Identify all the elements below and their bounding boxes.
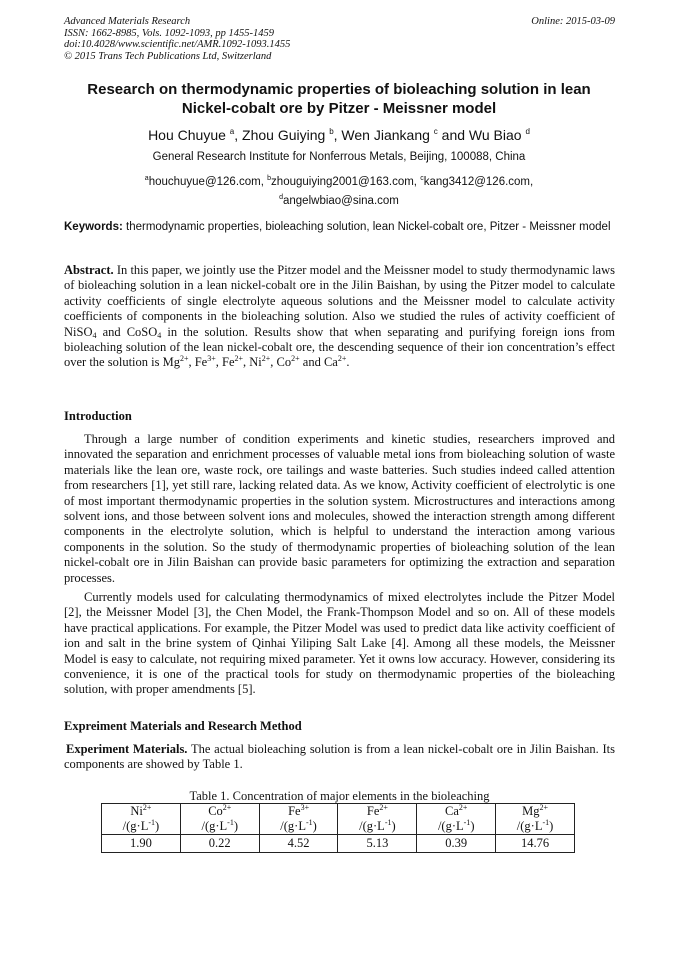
copyright-line: © 2015 Trans Tech Publications Ltd, Switzerland	[64, 50, 272, 62]
email-d[interactable]: angelwbiao@sina.com	[283, 195, 399, 207]
value-ni: 1.90	[102, 835, 181, 853]
value-co: 0.22	[180, 835, 259, 853]
email-a[interactable]: houchuyue@126.com,	[148, 176, 264, 188]
author-separator: ,	[234, 127, 239, 143]
fe-symbol: , Fe	[188, 355, 208, 370]
unit-cell: $/(g\cdot L^{-1})$	[338, 819, 417, 835]
table-1-caption: Table 1. Concentration of major elements in the bioleaching	[189, 789, 490, 803]
introduction-paragraph-1: Through a large number of condition experiments and kinetic studies, researchers improved and innovated the separation and enrichment processes of valuable metal ions from bioleaching solution of waste materials like the lean ore, waste rock, ore tailings and waste batteries. Such studies indeed called attention from researchers [1], yet still rare, lacking related data. As we know, Activity coefficient of electrolytic is one of most important thermodynamic properties in the solution system. Microstructures and interactions among solvent ions, and those between solvent ions and molecules, showed the interaction strength among different components in the electrolyte solution, which is helpful to understand the interaction among various components in the solution. So the study of thermodynamic properties of bioleaching solution of the lean nickel-cobalt ore in Jilin Baishan can provide basic parameters for optimizing the extraction and separation processes.	[64, 432, 615, 585]
col-header-co: $Co^{2+}$	[180, 804, 259, 820]
keywords-label: Keywords:	[64, 221, 123, 233]
author-separator: ,	[333, 127, 338, 143]
issn-line: ISSN: 1662-8985, Vols. 1092-1093, pp 1455-1459	[64, 27, 274, 39]
unit-cell: $/(g\cdot L^{-1})$	[259, 819, 338, 835]
table-value-row	[102, 835, 575, 853]
table-header-row	[102, 804, 575, 820]
fe3-charge: 3+	[207, 354, 216, 364]
author-3-mark: c	[433, 127, 438, 136]
experiment-text: The actual bioleaching solution is from a lean nickel-cobalt ore in Jilin Baishan. Its components are showed by Table 1.	[64, 742, 615, 772]
journal-name: Advanced Materials Research	[64, 16, 191, 27]
author-2-mark: b	[329, 127, 334, 136]
title-line-2: Nickel-cobalt ore by Pitzer - Meissner model	[181, 100, 497, 117]
ca-symbol: and Ca	[302, 355, 338, 370]
value-ca: 0.39	[417, 835, 496, 853]
paper-title	[40, 80, 638, 118]
author-and: and	[441, 127, 466, 143]
online-date: Online: 2015-03-09	[531, 16, 615, 27]
author-4: Wu Biao	[468, 127, 522, 143]
author-1: Hou Chuyue	[148, 127, 226, 143]
unit-cell: $/(g\cdot L^{-1})$	[102, 819, 181, 835]
mg-charge: 2+	[179, 354, 189, 364]
author-1-mark: a	[229, 127, 235, 136]
email-c[interactable]: kang3412@126.com,	[423, 176, 534, 188]
col-header-ca: $Ca^{2+}$	[417, 804, 496, 820]
unit-cell: $/(g\cdot L^{-1})$	[180, 819, 259, 835]
affiliation: General Research Institute for Nonferrous Metals, Beijing, 100088, China	[152, 151, 526, 163]
ca-charge: 2+	[337, 354, 347, 364]
journal-header	[64, 16, 444, 62]
keywords-text: thermodynamic properties, bioleaching solution, lean Nickel-cobalt ore, Pitzer - Meissner model	[126, 221, 611, 233]
author-list	[40, 123, 638, 144]
email-d-mark: d	[279, 194, 283, 201]
abstract-end: .	[346, 355, 350, 370]
abstract-text-2: and CoSO	[102, 324, 158, 339]
section-heading-experiment: Expreiment Materials and Research Method	[64, 719, 302, 733]
ni-symbol: , Ni	[243, 355, 262, 370]
value-fe2: 5.13	[338, 835, 417, 853]
introduction-paragraph-2: Currently models used for calculating thermodynamics of mixed electrolytes include the Pitzer Model [2], the Meissner Model [3], the Chen Model, the Frank-Thompson Model and so on. All of these models have practical applications. For example, the Pitzer Model was used to predict data like activity coefficient of ion and salt in the brine system of Qinhai Yiliping Salt Lake [4]. Among all these models, the Meissner Model is easy to calculate, not requiring mixed parameter. Yet it owns low accuracy. However, considering its convenience, it is one of the practical tools for study on thermodynamic properties of the bioleaching solution, with proper amendments [5].	[64, 590, 615, 697]
col-header-mg: $Mg^{2+}$	[496, 804, 575, 820]
experiment-paragraph	[64, 742, 615, 773]
title-line-1: Research on thermodynamic properties of bioleaching solution in lean	[87, 81, 591, 98]
email-b[interactable]: zhouguiying2001@163.com,	[271, 176, 417, 188]
co-charge: 2+	[291, 354, 300, 364]
col-header-fe3: $Fe^{3+}$	[259, 804, 338, 820]
ni-charge: 2+	[261, 354, 271, 364]
abstract-text-1: In this paper, we jointly use the Pitzer model and the Meissner model to study thermodynamic laws of bioleaching solution in a lean nickel-cobalt ore in the Jilin Baishan, by using the Pitzer model to calculate activity coefficients of single electrolyte aqueous solutions and the Meissner model to calculate activity coefficients of components in the bioleaching solution. Also we studied the rules of activity coefficient of NiSO	[64, 263, 616, 339]
col-header-fe2: $Fe^{2+}$	[338, 804, 417, 820]
keywords	[64, 220, 615, 235]
col-header-ni: $Ni^{2+}$	[102, 804, 181, 820]
email-list	[40, 171, 638, 209]
experiment-label: Experiment Materials.	[66, 742, 188, 756]
table-1	[101, 803, 575, 853]
section-heading-introduction: Introduction	[64, 409, 132, 423]
abstract: Abstract. In this paper, we jointly use the Pitzer model and the Meissner model to study thermodynamic laws of bioleaching solution in a lean nickel-cobalt ore in the Jilin Baishan, by using the Pitzer model to calculate activity coefficients of single electrolyte aqueous solutions and the Meissner model to calculate activity coefficients of components in the bioleaching solution. Also we studied the rules of activity coefficient of NiSO$_4$ and CoSO$_4$ in the solution. Results show that when separating and purifying foreign ions from bioleaching solution of the lean nickel-cobalt ore, the descending sequence of their ion concentration’s effect over the solution is $Mg^{2+}$, $Fe^{3+}$, $Fe^{2+}$, $Ni^{2+}$, $Co^{2+}$ and $Ca^{2+}$.	[64, 263, 616, 370]
unit-cell: $/(g\cdot L^{-1})$	[417, 819, 496, 835]
author-3: Wen Jiankang	[341, 127, 430, 143]
abstract-sub-2: 4	[157, 330, 162, 340]
email-b-mark: b	[267, 175, 272, 182]
email-c-mark: c	[420, 175, 424, 182]
doi-line: doi:10.4028/www.scientific.net/AMR.1092-1093.1455	[64, 39, 291, 50]
co-symbol: Co	[276, 355, 292, 370]
email-a-mark: a	[144, 175, 149, 182]
value-mg: 14.76	[496, 835, 575, 853]
fe-symbol: , Fe	[215, 355, 235, 370]
author-2: Zhou Guiying	[242, 127, 326, 143]
fe2-charge: 2+	[234, 354, 244, 364]
value-fe3: 4.52	[259, 835, 338, 853]
abstract-text-3: in the solution. Results show that when separating and purifying foreign ions from bioleaching solution of the lean nickel-cobalt ore, the descending sequence of their ion concentration’s effect over the solution is Mg	[64, 324, 616, 370]
abstract-label: Abstract.	[64, 263, 114, 277]
abstract-sub-1: 4	[92, 330, 97, 340]
author-4-mark: d	[525, 127, 530, 136]
unit-cell: $/(g\cdot L^{-1})$	[496, 819, 575, 835]
table-unit-row	[102, 819, 575, 835]
